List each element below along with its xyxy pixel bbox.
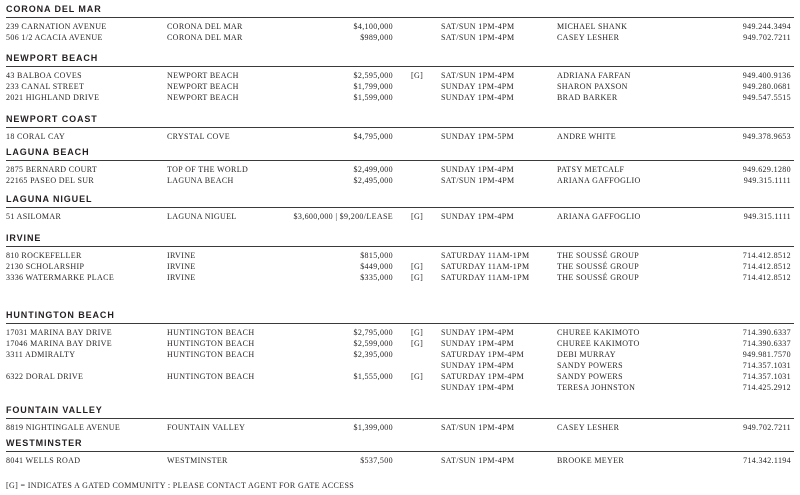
listing-price: $4,100,000 xyxy=(353,22,393,31)
listing-row xyxy=(0,327,800,338)
listing-time: SATURDAY 1PM-4PM xyxy=(441,372,525,381)
listing-price: $4,795,000 xyxy=(353,132,393,141)
section-title: NEWPORT BEACH xyxy=(6,53,99,63)
listing-agent: CASEY LESHER xyxy=(557,423,620,432)
listing-address: 17031 MARINA BAY DRIVE xyxy=(6,328,113,337)
listing-price: $2,595,000 xyxy=(353,71,393,80)
listing-city: IRVINE xyxy=(167,251,196,260)
listing-city: IRVINE xyxy=(167,262,196,271)
listing-row xyxy=(0,21,800,32)
listing-price: $2,395,000 xyxy=(353,350,393,359)
listing-city: HUNTINGTON BEACH xyxy=(167,339,255,348)
listing-agent: ARIANA GAFFOGLIO xyxy=(557,176,641,185)
listing-city: TOP OF THE WORLD xyxy=(167,165,249,174)
listing-city: WESTMINSTER xyxy=(167,456,228,465)
listing-gated: [G] xyxy=(411,339,424,348)
listing-agent: MICHAEL SHANK xyxy=(557,22,628,31)
listing-city: LAGUNA NIGUEL xyxy=(167,212,237,221)
listing-price: $1,599,000 xyxy=(353,93,393,102)
listing-city: HUNTINGTON BEACH xyxy=(167,328,255,337)
listing-city: CORONA DEL MAR xyxy=(167,33,243,42)
listing-row xyxy=(0,272,800,283)
listing-agent: SHARON PAXSON xyxy=(557,82,628,91)
listing-agent: THE SOUSSÉ GROUP xyxy=(557,262,640,271)
section-divider xyxy=(6,17,794,18)
listing-price: $537,500 xyxy=(360,456,393,465)
listing-time: SATURDAY 11AM-1PM xyxy=(441,262,530,271)
listing-phone: 949.400.9136 xyxy=(742,71,791,80)
listing-agent: CHUREE KAKIMOTO xyxy=(557,328,640,337)
listing-agent: SANDY POWERS xyxy=(557,372,623,381)
listing-time: SUNDAY 1PM-5PM xyxy=(441,132,514,141)
listing-city: NEWPORT BEACH xyxy=(167,93,239,102)
listing-price: $2,495,000 xyxy=(353,176,393,185)
listing-time: SUNDAY 1PM-4PM xyxy=(441,328,514,337)
section-title: HUNTINGTON BEACH xyxy=(6,310,115,320)
listing-row xyxy=(0,175,800,186)
listing-address: 8041 WELLS ROAD xyxy=(6,456,81,465)
listing-address: 6322 DORAL DRIVE xyxy=(6,372,84,381)
listing-address: 2130 SCHOLARSHIP xyxy=(6,262,85,271)
listing-city: HUNTINGTON BEACH xyxy=(167,372,255,381)
listing-phone: 714.412.8512 xyxy=(742,262,791,271)
listing-phone: 949.702.7211 xyxy=(743,33,791,42)
listing-address: 2021 HIGHLAND DRIVE xyxy=(6,93,100,102)
listing-agent: BROOKE MEYER xyxy=(557,456,625,465)
listing-price: $2,499,000 xyxy=(353,165,393,174)
listing-agent: CHUREE KAKIMOTO xyxy=(557,339,640,348)
listing-time: SAT/SUN 1PM-4PM xyxy=(441,456,515,465)
listing-time: SATURDAY 11AM-1PM xyxy=(441,273,530,282)
listing-agent: PATSY METCALF xyxy=(557,165,625,174)
listing-time: SUNDAY 1PM-4PM xyxy=(441,361,514,370)
listing-row xyxy=(0,338,800,349)
listing-address: 3311 ADMIRALTY xyxy=(6,350,76,359)
listing-phone: 714.357.1031 xyxy=(742,372,791,381)
listing-city: FOUNTAIN VALLEY xyxy=(167,423,246,432)
listing-address: 8819 NIGHTINGALE AVENUE xyxy=(6,423,121,432)
listing-address: 810 ROCKEFELLER xyxy=(6,251,82,260)
listing-city: NEWPORT BEACH xyxy=(167,82,239,91)
listing-row xyxy=(0,131,800,142)
listing-gated: [G] xyxy=(411,212,424,221)
listing-phone: 949.280.0681 xyxy=(742,82,791,91)
listing-agent: SANDY POWERS xyxy=(557,361,623,370)
listing-address: 2875 BERNARD COURT xyxy=(6,165,98,174)
listing-row xyxy=(0,70,800,81)
listing-address: 43 BALBOA COVES xyxy=(6,71,82,80)
listing-price: $2,599,000 xyxy=(353,339,393,348)
listing-row xyxy=(0,250,800,261)
section-divider xyxy=(6,66,794,67)
listing-phone: 714.357.1031 xyxy=(742,361,791,370)
listing-price: $3,600,000 | $9,200/LEASE xyxy=(293,212,393,221)
listing-time: SATURDAY 1PM-4PM xyxy=(441,350,525,359)
listing-row xyxy=(0,360,800,371)
listing-row xyxy=(0,382,800,393)
section-divider xyxy=(6,246,794,247)
listing-row xyxy=(0,81,800,92)
listing-price: $2,795,000 xyxy=(353,328,393,337)
listing-row xyxy=(0,92,800,103)
listing-time: SUNDAY 1PM-4PM xyxy=(441,212,514,221)
listing-city: NEWPORT BEACH xyxy=(167,71,239,80)
listing-phone: 949.702.7211 xyxy=(743,423,791,432)
section-title: WESTMINSTER xyxy=(6,438,83,448)
listing-row xyxy=(0,261,800,272)
listing-price: $1,555,000 xyxy=(353,372,393,381)
section-divider xyxy=(6,127,794,128)
listing-row xyxy=(0,164,800,175)
listing-row xyxy=(0,455,800,466)
listing-time: SATURDAY 11AM-1PM xyxy=(441,251,530,260)
section-divider xyxy=(6,451,794,452)
listing-row xyxy=(0,422,800,433)
section-title: LAGUNA NIGUEL xyxy=(6,194,93,204)
listing-address: 22165 PASEO DEL SUR xyxy=(6,176,95,185)
listing-time: SAT/SUN 1PM-4PM xyxy=(441,22,515,31)
listing-row xyxy=(0,349,800,360)
listing-row xyxy=(0,371,800,382)
section-title: IRVINE xyxy=(6,233,42,243)
listing-address: 239 CARNATION AVENUE xyxy=(6,22,107,31)
section-title: LAGUNA BEACH xyxy=(6,147,90,157)
section-divider xyxy=(6,418,794,419)
listing-agent: THE SOUSSÉ GROUP xyxy=(557,273,640,282)
listing-city: CORONA DEL MAR xyxy=(167,22,243,31)
listing-gated: [G] xyxy=(411,328,424,337)
listing-agent: TERESA JOHNSTON xyxy=(557,383,636,392)
section-divider xyxy=(6,207,794,208)
listing-time: SUNDAY 1PM-4PM xyxy=(441,165,514,174)
listing-time: SAT/SUN 1PM-4PM xyxy=(441,33,515,42)
listing-price: $1,399,000 xyxy=(353,423,393,432)
listing-address: 506 1/2 ACACIA AVENUE xyxy=(6,33,103,42)
listing-phone: 714.342.1194 xyxy=(743,456,791,465)
listing-time: SUNDAY 1PM-4PM xyxy=(441,93,514,102)
listing-price: $989,000 xyxy=(360,33,393,42)
listing-city: CRYSTAL COVE xyxy=(167,132,231,141)
listing-price: $335,000 xyxy=(360,273,393,282)
section-divider xyxy=(6,323,794,324)
listing-time: SUNDAY 1PM-4PM xyxy=(441,82,514,91)
listing-gated: [G] xyxy=(411,273,424,282)
section-title: FOUNTAIN VALLEY xyxy=(6,405,103,415)
listing-time: SAT/SUN 1PM-4PM xyxy=(441,71,515,80)
listing-phone: 949.315.1111 xyxy=(743,212,791,221)
listing-price: $449,000 xyxy=(360,262,393,271)
section-divider xyxy=(6,160,794,161)
listing-phone: 714.412.8512 xyxy=(742,251,791,260)
listing-city: IRVINE xyxy=(167,273,196,282)
listing-city: LAGUNA BEACH xyxy=(167,176,234,185)
listing-address: 233 CANAL STREET xyxy=(6,82,85,91)
listing-agent: ADRIANA FARFAN xyxy=(557,71,631,80)
listing-phone: 949.378.9653 xyxy=(742,132,791,141)
listing-row xyxy=(0,32,800,43)
listing-agent: ANDRE WHITE xyxy=(557,132,617,141)
listing-phone: 949.547.5515 xyxy=(742,93,791,102)
listing-price: $815,000 xyxy=(360,251,393,260)
listing-time: SAT/SUN 1PM-4PM xyxy=(441,423,515,432)
listing-phone: 949.981.7570 xyxy=(742,350,791,359)
listing-gated: [G] xyxy=(411,71,424,80)
listing-phone: 714.390.6337 xyxy=(742,339,791,348)
listing-agent: BRAD BARKER xyxy=(557,93,618,102)
listing-time: SUNDAY 1PM-4PM xyxy=(441,383,514,392)
listing-agent: ARIANA GAFFOGLIO xyxy=(557,212,641,221)
section-title: CORONA DEL MAR xyxy=(6,4,102,14)
listing-agent: CASEY LESHER xyxy=(557,33,620,42)
listing-time: SAT/SUN 1PM-4PM xyxy=(441,176,515,185)
listing-address: 18 CORAL CAY xyxy=(6,132,66,141)
listing-address: 17046 MARINA BAY DRIVE xyxy=(6,339,113,348)
listing-city: HUNTINGTON BEACH xyxy=(167,350,255,359)
listing-time: SUNDAY 1PM-4PM xyxy=(441,339,514,348)
listing-gated: [G] xyxy=(411,372,424,381)
listing-phone: 949.244.3494 xyxy=(742,22,791,31)
listing-address: 51 ASILOMAR xyxy=(6,212,62,221)
listing-agent: THE SOUSSÉ GROUP xyxy=(557,251,640,260)
listing-phone: 949.315.1111 xyxy=(743,176,791,185)
listing-phone: 714.412.8512 xyxy=(742,273,791,282)
listing-phone: 714.390.6337 xyxy=(742,328,791,337)
listing-gated: [G] xyxy=(411,262,424,271)
listing-phone: 714.425.2912 xyxy=(742,383,791,392)
listing-phone: 949.629.1280 xyxy=(742,165,791,174)
listing-address: 3336 WATERMARKE PLACE xyxy=(6,273,115,282)
section-title: NEWPORT COAST xyxy=(6,114,98,124)
gated-footnote: [G] = INDICATES A GATED COMMUNITY : PLEASE CONTACT AGENT FOR GATE ACCESS xyxy=(6,481,355,490)
listing-agent: DEBI MURRAY xyxy=(557,350,616,359)
listing-row xyxy=(0,211,800,222)
listing-price: $1,799,000 xyxy=(353,82,393,91)
